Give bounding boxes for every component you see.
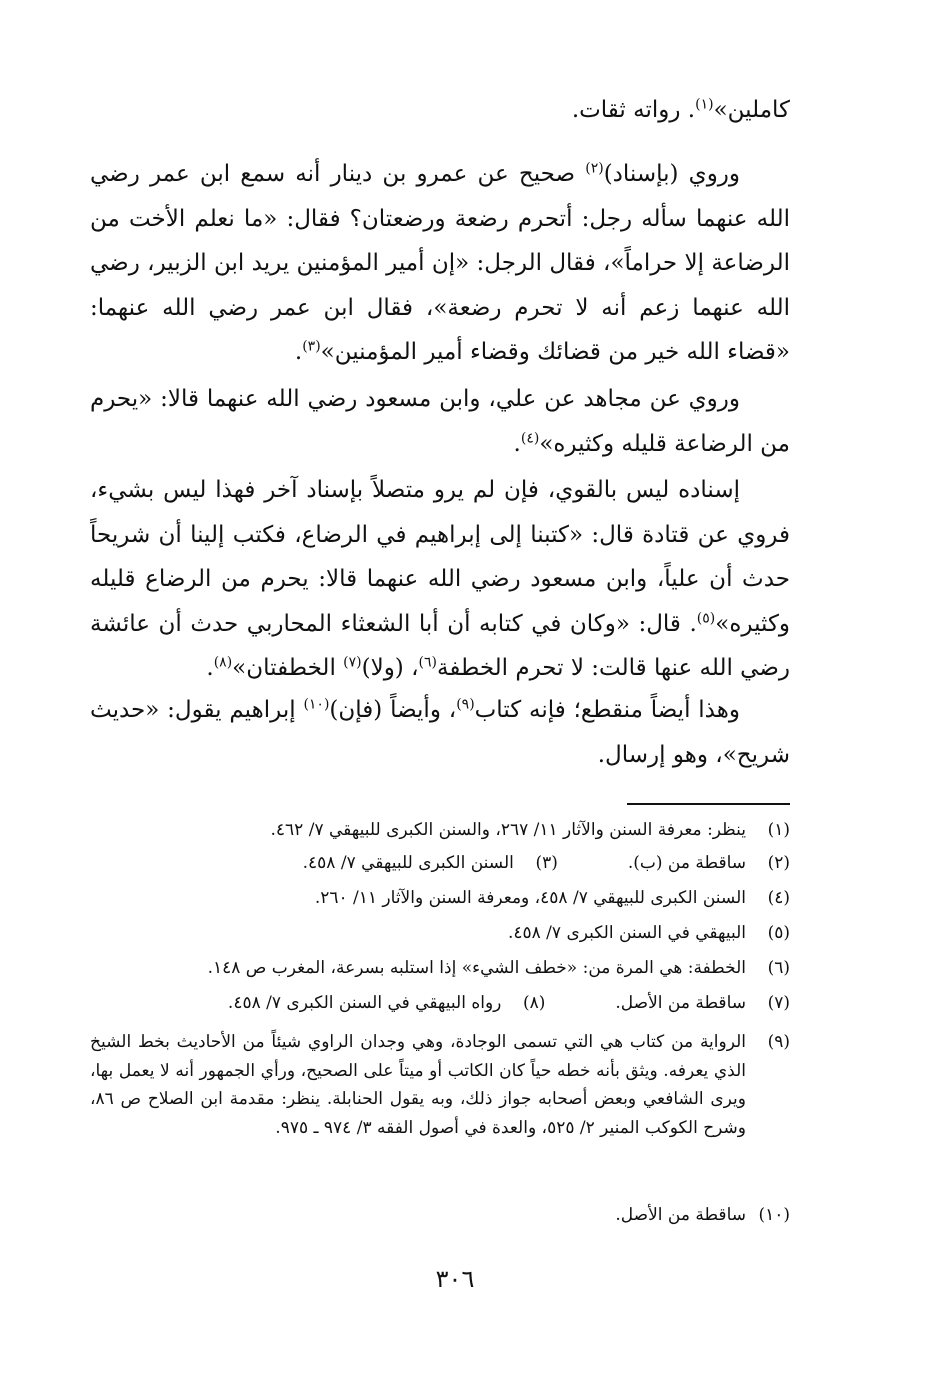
footnote-6 [208,958,790,978]
footnote-number: (٢) [767,853,790,873]
paragraph-2-text-c: . [294,339,303,365]
footnote-9 [90,1028,790,1142]
paragraph-5-text-a: وهذا أيضاً منقطع؛ فإنه كتاب [474,697,740,723]
footnote-text: ساقطة من (ب). [627,853,746,873]
footnote-ref-5[interactable]: (٥) [696,609,716,626]
footnote-text: الخطفة: هي المرة من: «خطف الشيء» إذا استلبه بسرعة، المغرب ص ١٤٨. [207,958,746,978]
footnote-4 [315,888,790,908]
paragraph-2 [90,152,790,375]
paragraph-4-text-c: ، (ولا) [361,655,419,681]
footnote-number: (٤) [767,888,790,908]
paragraph-3-text-a: وروي عن مجاهد عن علي، وابن مسعود رضي الله عنهما قالا: «يحرم من الرضاعة قليله وكثيره» [90,386,790,457]
footnote-number: (٧) [767,993,790,1013]
footnote-text: السنن الكبرى للبيهقي ٧/ ٤٥٨، ومعرفة السنن والآثار ١١/ ٢٦٠. [314,888,746,908]
footnote-ref-3[interactable]: (٣) [302,338,321,355]
footnote-ref-9[interactable]: (٩) [456,696,475,713]
footnote-ref-6[interactable]: (٦) [418,654,437,671]
footnote-separator [627,803,790,805]
paragraph-1-text-b: . رواته ثقات. [571,97,696,123]
paragraph-4-text-e: . [206,655,214,681]
paragraph-4 [90,468,790,691]
paragraph-2-text-a: وروي (بإسناد) [603,161,741,187]
footnote-number: (٣) [535,853,558,873]
footnote-number: (٨) [522,993,546,1013]
paragraph-1 [90,88,790,133]
footnote-row-7-8 [228,993,790,1013]
footnote-number: (٦) [767,958,790,978]
footnote-text: ينظر: معرفة السنن والآثار ١١/ ٢٦٧، والسنن الكبرى للبيهقي ٧/ ٤٦٢. [270,820,746,840]
footnote-ref-4[interactable]: (٤) [520,429,540,446]
footnote-text: الرواية من كتاب هي التي تسمى الوجادة، وهي وجدان الراوي شيئاً من الأحاديث بخط الشيخ الذي يعرفه. ويثق بأنه خطه حياً كان الكاتب أو ميتاً على الصحيح، ورأي الجمهور أنه لا يعمل بها، ويرى الشافعي وبعض أصحابه جواز ذلك، وبه يقول الحنابلة. ينظر: مقدمة ابن الصلاح ص ٨٦، وشرح الكوكب المنير ٢/ ٥٢٥، والعدة في أصول الفقه ٣/ ٩٧٤ ـ ٩٧٥. [90,1032,746,1138]
paragraph-1-text-a: كاملين» [713,97,790,123]
footnote-ref-7[interactable]: (٧) [343,654,362,671]
page-number: ٣٠٦ [435,1265,475,1293]
paragraph-5 [90,688,790,777]
paragraph-4-text-b: . قال: «وكان في كتابه أن أبا الشعثاء المحاربي حدث أن عائشة رضي الله عنها قالت: لا تحرم الخطفة [90,610,790,681]
footnote-10 [615,1205,790,1225]
footnote-1 [271,820,791,840]
paragraph-3 [90,377,790,466]
footnote-text: البيهقي في السنن الكبرى ٧/ ٤٥٨. [507,923,746,943]
footnote-ref-1[interactable]: (١) [695,96,714,113]
footnote-5 [508,923,790,943]
footnote-number: (٥) [767,923,790,943]
footnote-text: ساقطة من الأصل. [615,993,746,1013]
footnote-number: (٩) [767,1032,790,1052]
paragraph-3-text-b: . [513,430,521,457]
footnote-text: ساقطة من الأصل. [615,1205,746,1225]
footnote-ref-8[interactable]: (٨) [213,654,233,671]
footnote-ref-2[interactable]: (٢) [585,160,604,177]
paragraph-5-text-b: ، وأيضاً (فإن) [329,697,457,723]
footnote-number: (١٠) [758,1205,790,1225]
footnote-row-2-3 [303,853,790,873]
footnote-number: (١) [767,820,790,840]
paragraph-5-text-c: إبراهيم يقول: «حديث شريح»، وهو إرسال. [90,697,790,768]
paragraph-4-text-d: الخطفتان» [232,655,344,681]
footnote-ref-10[interactable]: (١٠) [303,696,330,713]
footnote-text: السنن الكبرى للبيهقي ٧/ ٤٥٨. [302,853,514,873]
footnote-text: رواه البيهقي في السنن الكبرى ٧/ ٤٥٨. [227,993,502,1013]
paragraph-2-text-b: صحيح عن عمرو بن دينار أنه سمع ابن عمر رضي الله عنهما سأله رجل: أتحرم رضعة ورضعتان؟ فقال: «ما نعلم الأخت من الرضاعة إلا حراماً»، فقال الرجل: «إن أمير المؤمنين يريد ابن الزبير، رضي الله عنهما زعم أنه لا تحرم رضعة»، فقال ابن عمر رضي الله عنهما: «قضاء الله خير من قضائك وقضاء أمير المؤمنين» [90,161,790,365]
paragraph-4-text-a: إسناده ليس بالقوي، فإن لم يرو متصلاً بإسناد آخر فهذا ليس بشيء، فروي عن قتادة قال: «كتبنا إلى إبراهيم في الرضاع، فكتب إلينا أن شريحاً حدث أن علياً، وابن مسعود رضي الله عنهما قالا: يحرم من الرضاع قليله وكثيره» [90,477,790,637]
